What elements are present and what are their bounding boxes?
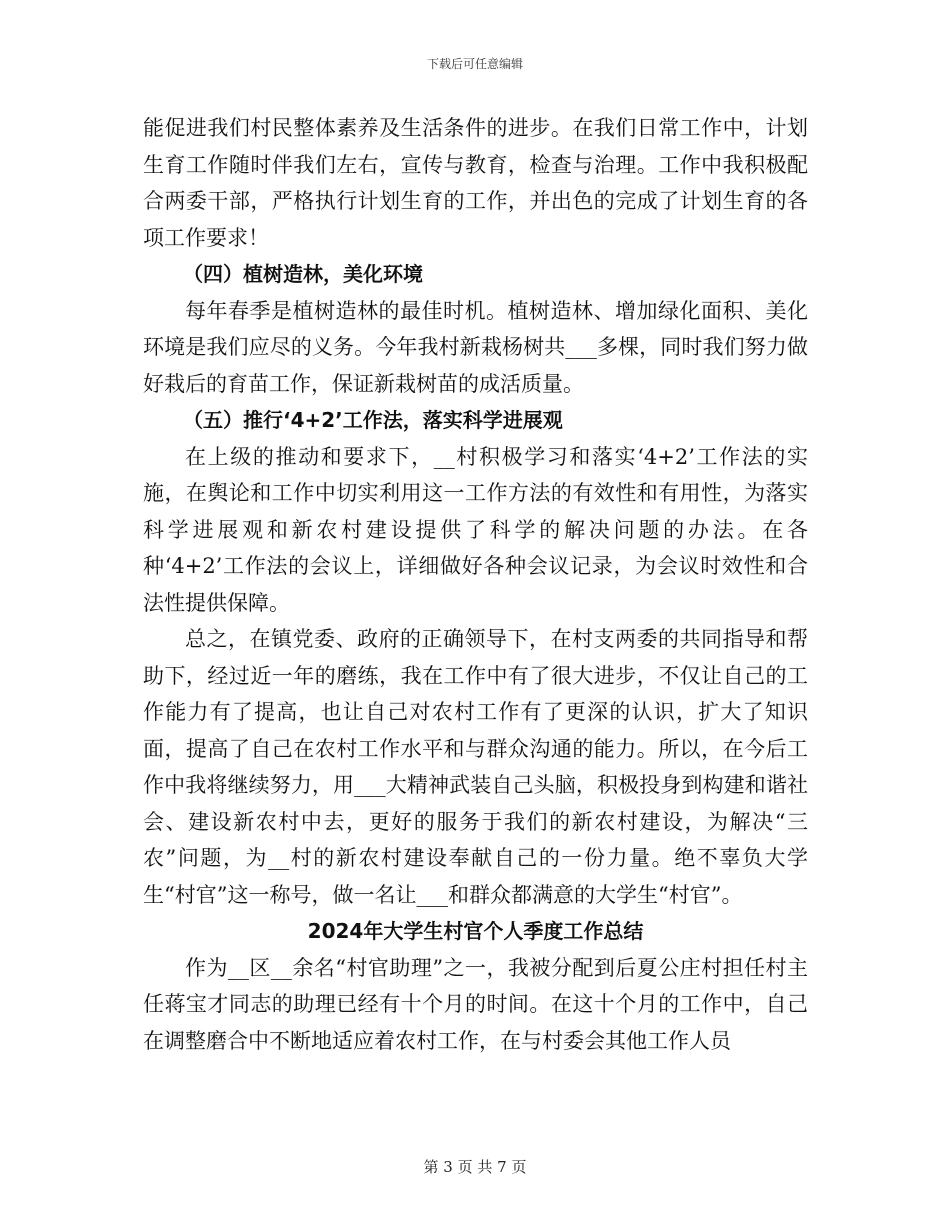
paragraph-summary: 总之，在镇党委、政府的正确领导下，在村支两委的共同指导和帮助下，经过近一年的磨练，我在工作中有了很大进步，不仅让自己的工作能力有了提高，也让自己对农村工作有了更深的认识，扩大了知识面，提高了自己在农村工作水平和与群众沟通的能力。所以，在今后工作中我将继续努力，用___大精神武装自己头脑，积极投身到构建和谐社会、建设新农村中去，更好的服务于我们的新农村建设，为解决“三农”问题，为__村的新农村建设奉献自己的一份力量。绝不辜负大学生“村官”这一称号，做一名让___和群众都满意的大学生“村官”。 bbox=[143, 627, 808, 907]
paragraph-intro: 作为__区__余名“村官助理”之一，我被分配到后夏公庄村担任村主任蒋宝才同志的助理已经有十个月的时间。在这十个月的工作中，自己在调整磨合中不断地适应着农村工作，在与村委会其他工作人员 bbox=[143, 955, 808, 1053]
document-body bbox=[143, 110, 808, 1059]
page-footer: 第 3 页 共 7 页 bbox=[423, 1158, 527, 1176]
section-heading-4: （四）植树造林，美化环境 bbox=[183, 262, 423, 286]
paragraph-tree-planting: 每年春季是植树造林的最佳时机。植树造林、增加绿化面积、美化环境是我们应尽的义务。今年我村新栽杨树共___多棵，同时我们努力做好栽后的育苗工作，保证新栽树苗的成活质量。 bbox=[143, 298, 808, 396]
paragraph-work-method: 在上级的推动和要求下，__村积极学习和落实‘4+2’工作法的实施，在舆论和工作中切实利用这一工作方法的有效性和有用性，为落实科学进展观和新农村建设提供了科学的解决问题的办法。在各种‘4+2’工作法的会议上，详细做好各种会议记录，为会议时效性和合法性提供保障。 bbox=[143, 444, 808, 615]
paragraph-family-planning: 能促进我们村民整体素养及生活条件的进步。在我们日常工作中，计划生育工作随时伴我们左右，宣传与教育，检查与治理。工作中我积极配合两委干部，严格执行计划生育的工作，并出色的完成了计划生育的各项工作要求！ bbox=[143, 116, 808, 250]
document-title: 2024年大学生村官个人季度工作总结 bbox=[307, 919, 644, 943]
section-heading-5: （五）推行‘4+2’工作法，落实科学进展观 bbox=[183, 408, 563, 432]
page-header: 下载后可任意编辑 bbox=[426, 57, 523, 71]
